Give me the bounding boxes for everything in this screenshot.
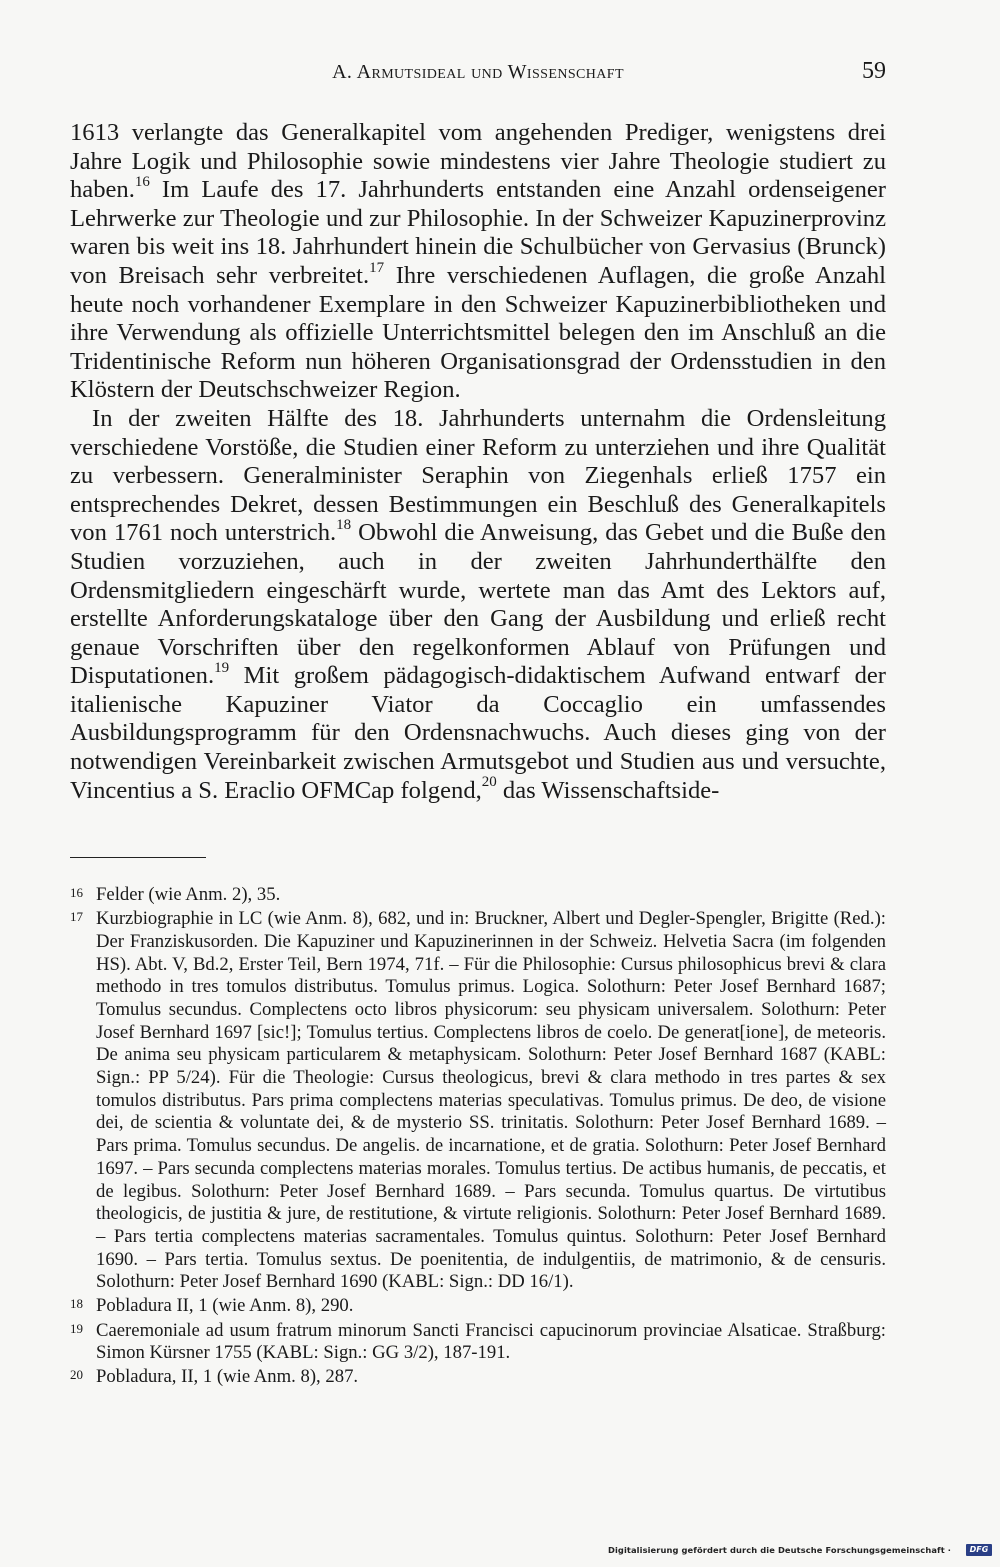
footnote-number: 19	[70, 1320, 83, 1336]
footnote-text: Kurzbiographie in LC (wie Anm. 8), 682, und in: Bruckner, Albert und Degler-Spengler, Brigitte (Red.): Der Franziskusorden. Die Kapuziner und Kapuzinerinnen in der Schweiz. Helvetia Sacra (im folgenden HS). Abt. V, Bd.2, Erster Teil, Bern 1974, 71f. – Für die Philosophie: Cursus philosophicus brevi & clara methodo in tres tomulos distributus. Tomulus primus. Logica. Solothurn: Peter Josef Bernhard 1687; Tomulus secundus. Complectens octo libros physicorum: seu physicam universalem. Solothurn: Peter Josef Bernhard 1697 [sic!]; Tomulus tertius. Complectens libros de coelo. De generat[ione], de meteoris. De anima seu physicam particularem & metaphysicam. Solothurn: Peter Josef Bernhard 1687 (KABL: Sign.: PP 5/24). Für die Theologie: Cursus theologicus, brevi & clara methodo in tres partes & sex tomulos distributus. Pars prima complectens materias speculativas. Tomulus primus. De deo, de visione dei, de scientia & voluntate dei, & de mysterio SS. trinitatis. Solothurn: Peter Josef Bernhard 1689. – Pars prima. Tomulus secundus. De angelis. de incarnatione, et de gratia. Solothurn: Peter Josef Bernhard 1697. – Pars secunda complectens materias morales. Tomulus tertius. De actibus humanis, de peccatis, et de legibus. Solothurn: Peter Josef Bernhard 1689. – Pars secunda. Tomulus quartus. De virtutibus theologicis, de justitia & jure, de restitutione, & virtute religionis. Solothurn: Peter Josef Bernhard 1689. – Pars tertia complectens materias sacramentales. Tomulus quintus. Solothurn: Peter Josef Bernhard 1690. – Pars tertia. Tomulus sextus. De poenitentia, de indulgentiis, de matrimonio, & de censuris. Solothurn: Peter Josef Bernhard 1690 (KABL: Sign.: DD 16/1).	[96, 908, 886, 1293]
body-text	[70, 119, 886, 805]
footnote-number: 18	[70, 1296, 83, 1312]
footnote-16	[70, 884, 886, 907]
footnote-text: Pobladura II, 1 (wie Anm. 8), 290.	[96, 1295, 354, 1317]
paragraph-1	[70, 119, 886, 405]
footnote-divider	[70, 857, 206, 858]
footnote-number: 16	[70, 885, 83, 900]
paragraph-2	[70, 405, 886, 805]
text-run: Im Laufe des 17. Jahrhunderts entstanden eine Anzahl ordenseigener Lehrwerke zur Theologie und zur Philosophie. In der Schweizer Kapuzinerprovinz waren bis weit ins 18. Jahrhundert hinein die Schulbücher von Gervasius (Brunck) von Breisach sehr verbreitet.	[70, 176, 886, 289]
footnote-text: Caeremoniale ad usum fratrum minorum Sancti Francisci capucinorum provinciae Alsaticae. Straßburg: Simon Kürsner 1755 (KABL: Sign.: GG 3/2), 187-191.	[96, 1319, 886, 1364]
footnote-number: 20	[70, 1367, 83, 1383]
footnote-text: Pobladura, II, 1 (wie Anm. 8), 287.	[96, 1366, 359, 1388]
footnotes	[70, 884, 886, 1390]
text-run: Ihre verschiedenen Auflagen, die große Anzahl heute noch vorhandener Exemplare in den Schweizer Kapuzinerbibliotheken und ihre Verwendung als offizielle Unterrichtsmittel belegen den im Anschluß an die Tridentinische Reform nun höheren Organisationsgrad der Ordensstudien in den Klöstern der Deutschschweizer Region.	[70, 261, 886, 404]
footnote-ref-19[interactable]: 19	[214, 660, 230, 677]
page-number: 59	[862, 58, 886, 84]
text-run: das Wissenschaftside-	[496, 776, 720, 804]
running-title: A. Armutsideal und Wissenschaft	[332, 61, 624, 83]
running-head	[70, 58, 886, 92]
footnote-text: Felder (wie Anm. 2), 35.	[96, 884, 281, 905]
footnote-ref-18[interactable]: 18	[336, 517, 352, 534]
digitization-credit: Digitalisierung gefördert durch die Deutsche Forschungsgemeinschaft ·	[608, 1545, 952, 1555]
footnote-ref-20[interactable]: 20	[481, 774, 497, 791]
footnote-18	[70, 1295, 886, 1318]
text-run: Mit großem pädagogisch-didaktischem Aufwand entwarf der italienische Kapuziner Viator da Coccaglio ein umfassendes Ausbildungsprogramm für den Ordensnachwuchs. Auch dieses ging von der notwendigen Vereinbarkeit zwischen Armutsgebot und Studien aus und versuchte, Vincentius a S. Eraclio OFMCap folgend,	[70, 662, 886, 804]
footnote-20	[70, 1366, 886, 1389]
text-run: In der zweiten Hälfte des 18. Jahrhunderts unternahm die Ordensleitung verschiedene Vorstöße, die Studien einer Reform zu unterziehen und ihre Qualität zu verbessern. Generalminister Seraphin von Ziegenhals erließ 1757 ein entsprechendes Dekret, dessen Bestimmungen ein Beschluß des Generalkapitels von 1761 noch unterstrich.	[70, 404, 886, 547]
text-run: Obwohl die Anweisung, das Gebet und die Buße den Studien vorzuziehen, auch in der zweiten Jahrhunderthälfte den Ordensmitgliedern eingeschärft wurde, wertete man das Amt des Lektors auf, erstellte Anforderungskataloge über den Gang der Ausbildung und erließ recht genaue Vorschriften über den regelkonformen Ablauf von Prüfungen und Disputationen.	[70, 519, 887, 690]
dfg-logo: DFG	[966, 1544, 992, 1556]
footnote-17	[70, 908, 886, 1294]
footnote-ref-17[interactable]: 17	[369, 259, 385, 276]
text-run: 1613 verlangte das Generalkapitel vom angehenden Prediger, wenigstens drei Jahre Logik und Philosophie sowie mindestens vier Jahre Theologie studiert zu haben.	[70, 119, 886, 204]
footnote-number: 17	[70, 909, 83, 925]
footnote-ref-16[interactable]: 16	[134, 174, 150, 190]
footnote-19	[70, 1320, 886, 1365]
